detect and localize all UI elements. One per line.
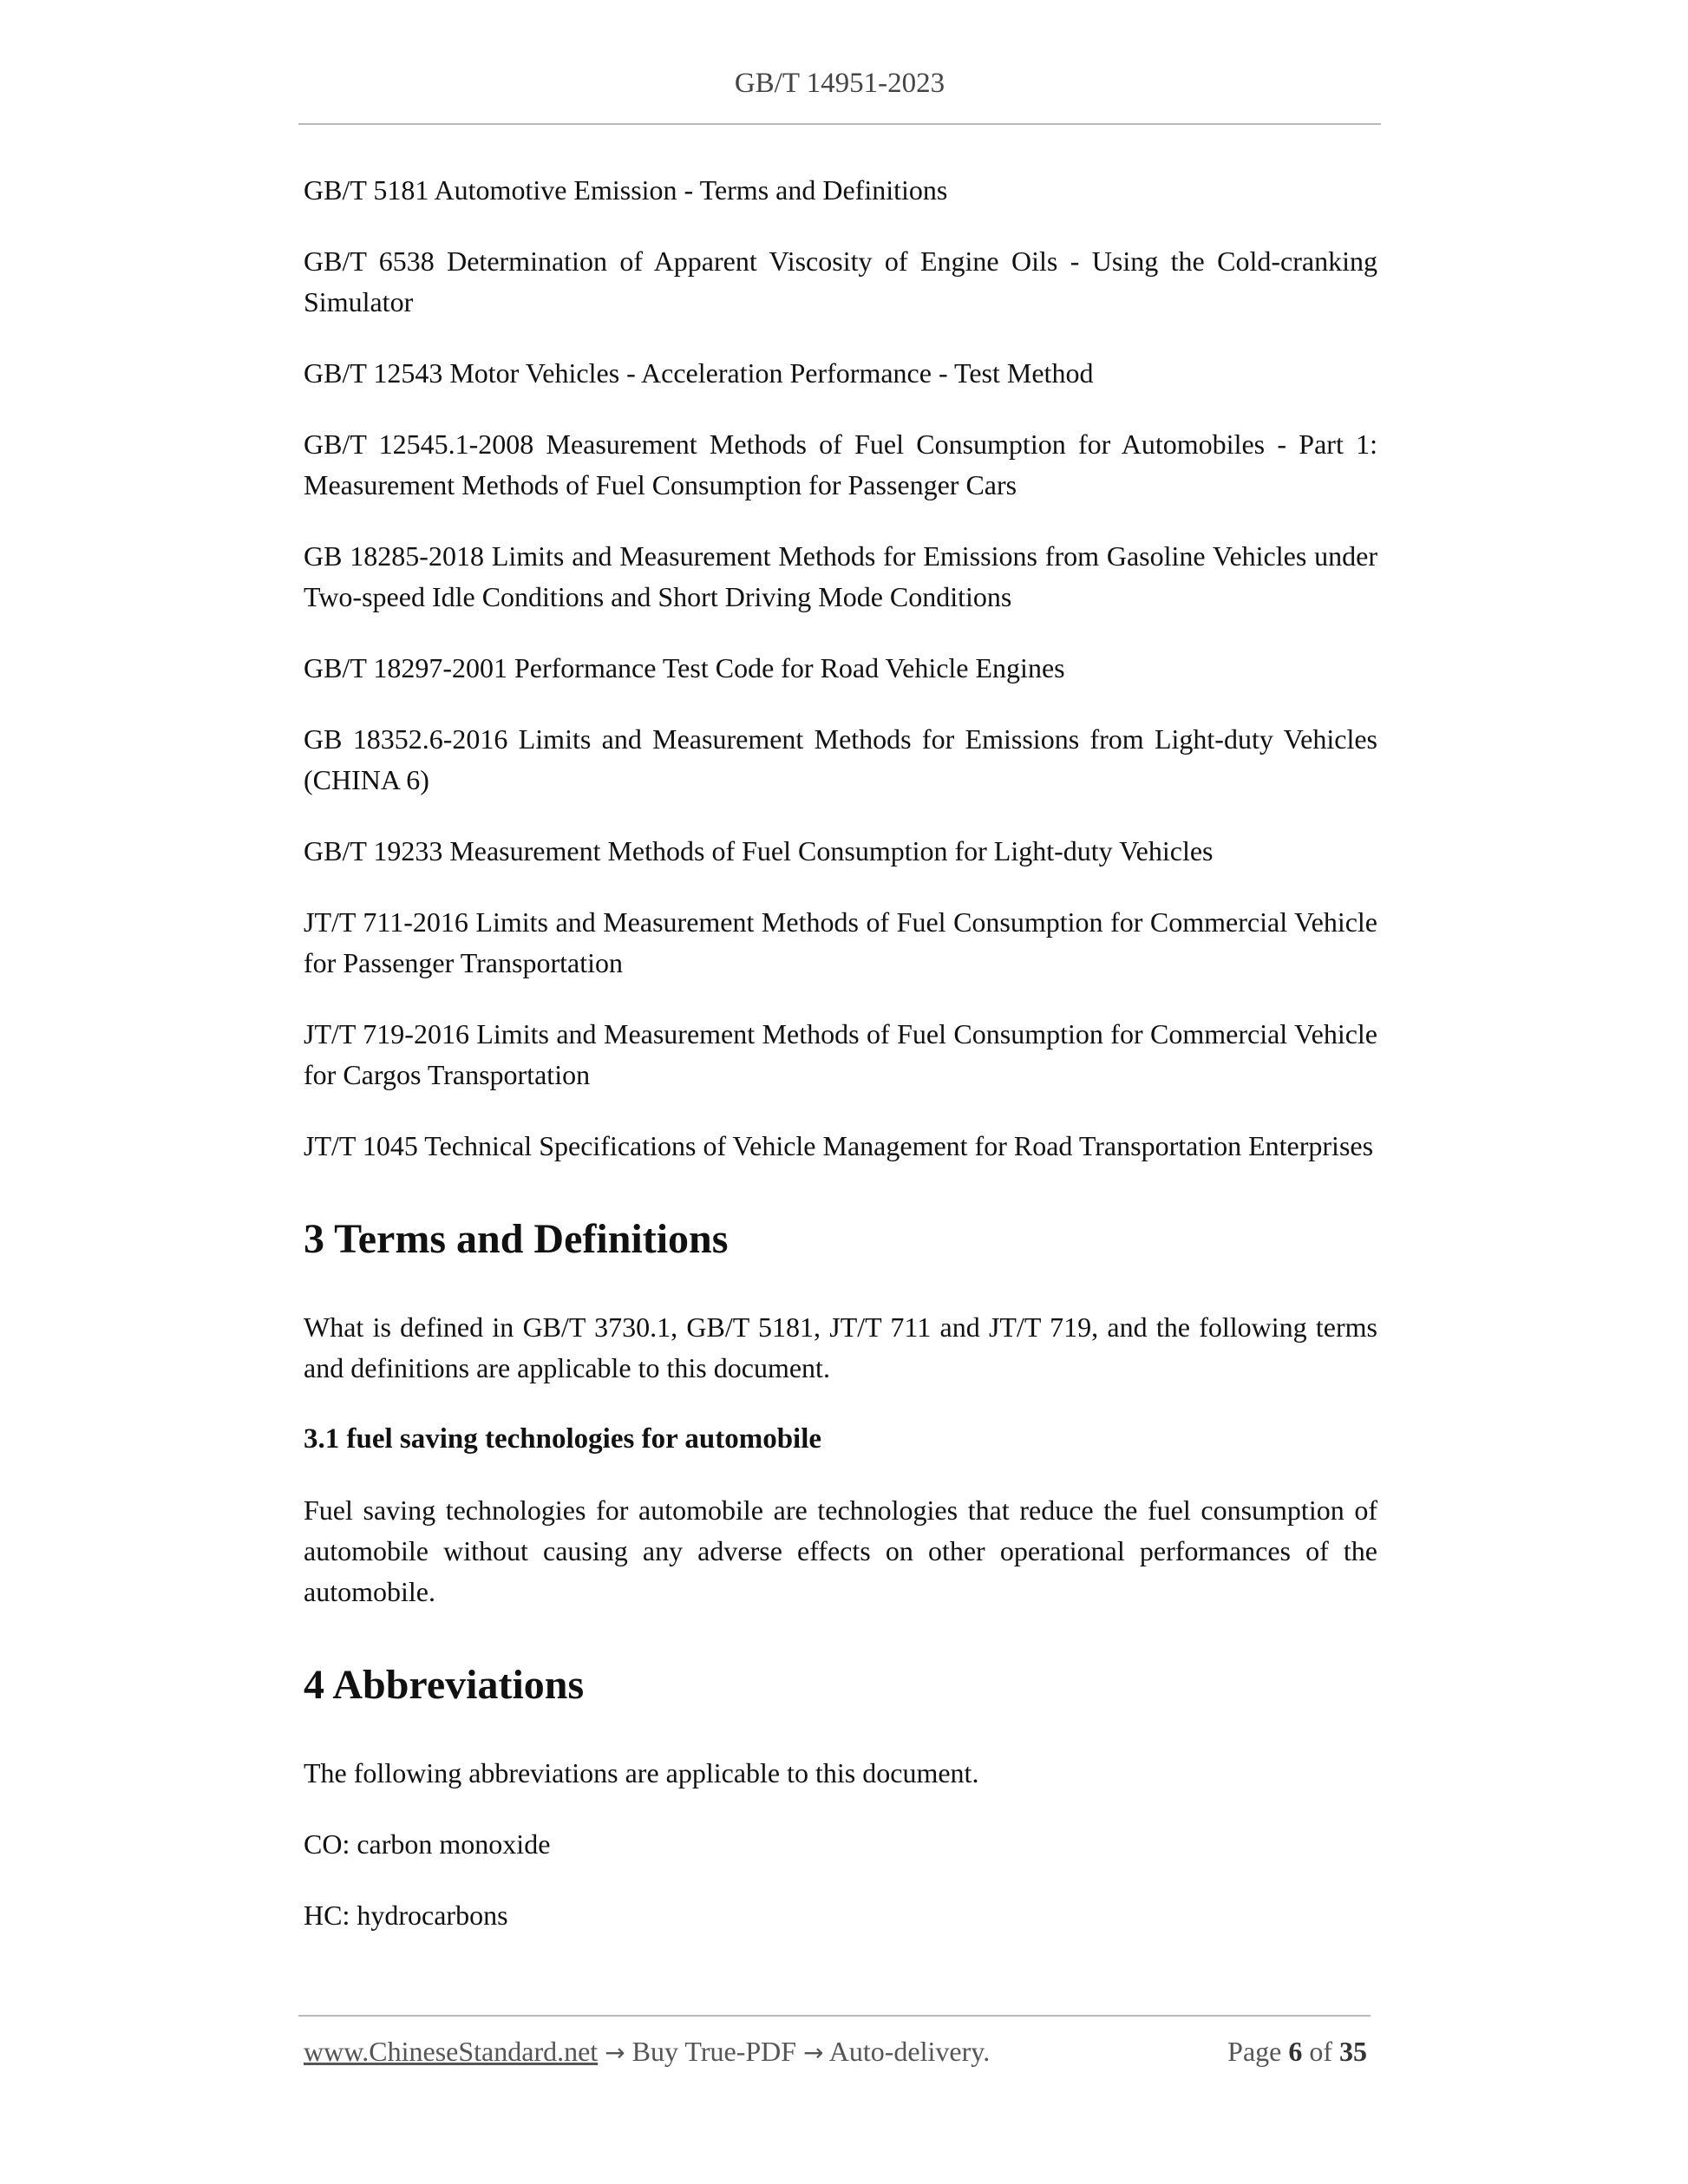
reference-item: GB 18352.6-2016 Limits and Measurement Methods for Emissions from Light-duty Vehicles (CHINA 6) (304, 723, 1377, 795)
total-pages-number: 35 (1339, 2036, 1367, 2067)
arrow-right-icon: → (803, 2038, 824, 2067)
abbreviation-item: HC: hydrocarbons (304, 1900, 508, 1931)
section-3-intro: What is defined in GB/T 3730.1, GB/T 5181, JT/T 711 and JT/T 719, and the following terms and definitions are applicable to this document. (304, 1311, 1377, 1383)
page-label: Page (1227, 2036, 1282, 2067)
term-3-1-definition: Fuel saving technologies for automobile are technologies that reduce the fuel consumption of automobile without causing any adverse effects on other operational performances of the automobile. (304, 1494, 1377, 1607)
auto-delivery-text: Auto-delivery. (823, 2036, 991, 2067)
running-header-title: GB/T 14951-2023 (734, 68, 945, 99)
website-link[interactable]: www.ChineseStandard.net (304, 2036, 599, 2067)
reference-item: JT/T 1045 Technical Specifications of Vehicle Management for Road Transportation Enterprises (304, 1130, 1374, 1161)
arrow-right-icon: → (605, 2038, 625, 2067)
reference-item: GB/T 19233 Measurement Methods of Fuel Consumption for Light-duty Vehicles (304, 835, 1214, 866)
current-page-number: 6 (1288, 2036, 1303, 2067)
reference-item: GB/T 5181 Automotive Emission - Terms and Definitions (304, 174, 948, 206)
abbreviation-item: CO: carbon monoxide (304, 1828, 551, 1860)
footer-text (598, 2036, 605, 2067)
reference-item: GB/T 18297-2001 Performance Test Code for Road Vehicle Engines (304, 652, 1065, 683)
section-4-intro: The following abbreviations are applicable to this document. (304, 1757, 979, 1788)
page-indicator (1227, 2036, 1367, 2068)
buy-true-pdf-text: Buy True-PDF (625, 2036, 804, 2067)
footer-divider (298, 2015, 1371, 2017)
reference-item: GB/T 6538 Determination of Apparent Viscosity of Engine Oils - Using the Cold-cranking Simulator (304, 245, 1377, 317)
reference-item: JT/T 711-2016 Limits and Measurement Methods of Fuel Consumption for Commercial Vehicle for Passenger Transportation (304, 906, 1377, 978)
section-3-heading: 3 Terms and Definitions (304, 1216, 729, 1262)
footer-promo (304, 2036, 990, 2068)
section-4-heading: 4 Abbreviations (304, 1662, 585, 1708)
reference-item: GB 18285-2018 Limits and Measurement Methods for Emissions from Gasoline Vehicles under Two-speed Idle Conditions and Short Driving Mode Conditions (304, 540, 1377, 612)
reference-item: GB/T 12545.1-2008 Measurement Methods of Fuel Consumption for Automobiles - Part 1: Measurement Methods of Fuel Consumption for Passenger Cars (304, 428, 1377, 500)
of-label: of (1309, 2036, 1332, 2067)
term-3-1-heading: 3.1 fuel saving technologies for automobile (304, 1423, 822, 1455)
reference-item: JT/T 719-2016 Limits and Measurement Methods of Fuel Consumption for Commercial Vehicle for Cargos Transportation (304, 1018, 1377, 1090)
page-body (304, 170, 1377, 1966)
header-divider (298, 123, 1381, 125)
reference-item: GB/T 12543 Motor Vehicles - Acceleration Performance - Test Method (304, 357, 1094, 389)
